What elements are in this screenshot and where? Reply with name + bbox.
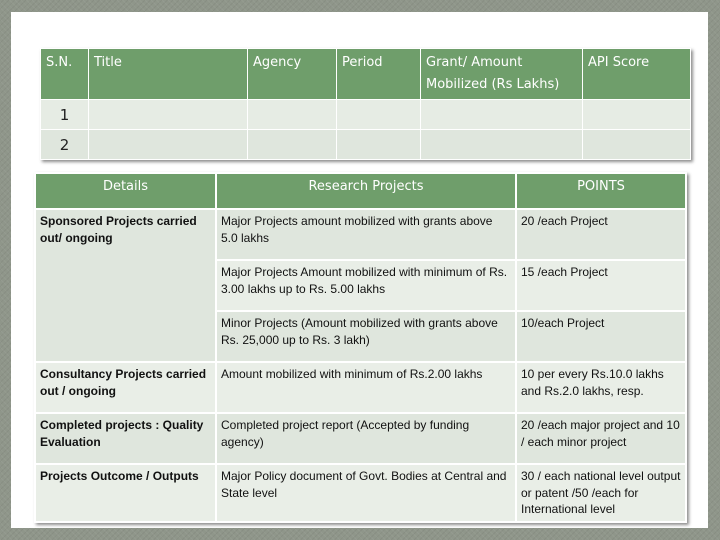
project-cell: Completed project report (Accepted by funding agency) [216,413,516,464]
detail-sponsored-projects: Sponsored Projects carried out/ ongoing [35,209,216,362]
api-score-cell[interactable] [583,100,691,130]
header-period: Period [337,49,421,100]
project-cell: Major Projects amount mobilized with grants above 5.0 lakhs [216,209,516,260]
grant-cell[interactable] [421,100,583,130]
header-details: Details [35,173,216,209]
table-row [35,413,686,464]
points-cell: 10 per every Rs.10.0 lakhs and Rs.2.0 lakhs, resp. [516,362,686,413]
points-cell: 30 / each national level output or patent /50 /each for International level [516,464,686,522]
table-row [41,100,691,130]
title-cell[interactable] [89,130,248,160]
header-title: Title [89,49,248,100]
detail-projects-outcome: Projects Outcome / Outputs [35,464,216,522]
points-cell: 20 /each major project and 10 / each minor project [516,413,686,464]
row-number: 1 [41,100,89,130]
project-cell: Minor Projects (Amount mobilized with grants above Rs. 25,000 up to Rs. 3 lakh) [216,311,516,362]
points-cell: 20 /each Project [516,209,686,260]
header-agency: Agency [248,49,337,100]
table-row [35,209,686,260]
table-row [35,464,686,522]
grant-cell[interactable] [421,130,583,160]
points-cell: 15 /each Project [516,260,686,311]
header-points: POINTS [516,173,686,209]
api-score-cell[interactable] [583,130,691,160]
header-api-score: API Score [583,49,691,100]
header-grant-amount: Grant/ Amount Mobilized (Rs Lakhs) [421,49,583,100]
agency-cell[interactable] [248,100,337,130]
points-cell: 10/each Project [516,311,686,362]
title-cell[interactable] [89,100,248,130]
api-score-table [40,48,691,160]
period-cell[interactable] [337,130,421,160]
header-sn: S.N. [41,49,89,100]
row-number: 2 [41,130,89,160]
project-cell: Amount mobilized with minimum of Rs.2.00 lakhs [216,362,516,413]
table-row [41,130,691,160]
api-score-header-row [41,49,691,100]
agency-cell[interactable] [248,130,337,160]
table-row [35,362,686,413]
detail-consultancy-projects: Consultancy Projects carried out / ongoing [35,362,216,413]
period-cell[interactable] [337,100,421,130]
project-cell: Major Policy document of Govt. Bodies at Central and State level [216,464,516,522]
project-cell: Major Projects Amount mobilized with minimum of Rs. 3.00 lakhs up to Rs. 5.00 lakhs [216,260,516,311]
header-research-projects: Research Projects [216,173,516,209]
points-header-row [35,173,686,209]
research-points-table [34,172,687,523]
detail-completed-projects: Completed projects : Quality Evaluation [35,413,216,464]
